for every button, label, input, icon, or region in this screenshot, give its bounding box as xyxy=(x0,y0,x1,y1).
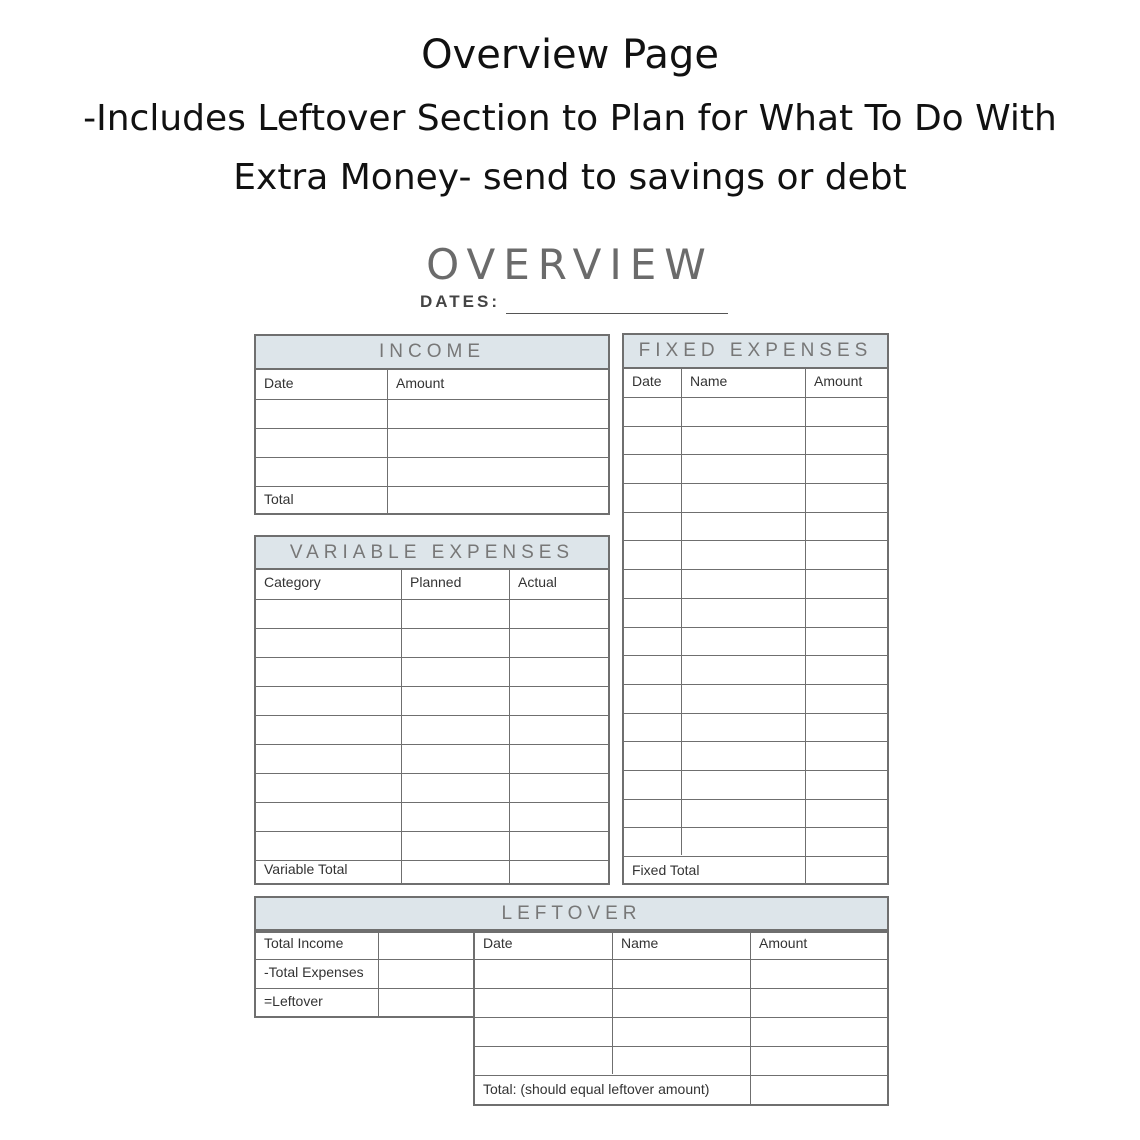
variable-row-divider xyxy=(256,744,608,745)
leftover-col-date: Date xyxy=(483,935,513,951)
fixed-row-divider xyxy=(624,856,887,857)
variable-column-divider xyxy=(401,570,402,883)
leftover-total-income-label: Total Income xyxy=(264,935,344,951)
fixed-column-divider xyxy=(681,369,682,855)
leftover-summary-table xyxy=(254,929,475,1018)
leftover-detail-divider xyxy=(475,988,887,989)
variable-row-divider xyxy=(256,773,608,774)
fixed-row-divider xyxy=(624,598,887,599)
fixed-row-divider xyxy=(624,397,887,398)
fixed-col-amount: Amount xyxy=(814,373,863,389)
leftover-summary-divider xyxy=(256,959,473,960)
leftover-total-expenses-label: -Total Expenses xyxy=(264,964,364,980)
fixed-row-divider xyxy=(624,483,887,484)
caption-line-3: Extra Money- send to savings or debt xyxy=(233,157,907,198)
leftover-summary-divider xyxy=(256,988,473,989)
income-row-divider xyxy=(256,457,608,458)
fixed-row-divider xyxy=(624,454,887,455)
variable-col-planned: Planned xyxy=(410,574,462,590)
income-row-divider xyxy=(256,399,608,400)
variable-col-actual: Actual xyxy=(518,574,557,590)
fixed-row-divider xyxy=(624,627,887,628)
leftover-col-name: Name xyxy=(621,935,659,951)
variable-column-divider xyxy=(509,570,510,883)
leftover-detail-table xyxy=(473,929,889,1106)
leftover-total-label: Total: (should equal leftover amount) xyxy=(483,1081,710,1097)
leftover-leftover-label: =Leftover xyxy=(264,993,323,1009)
fixed-row-divider xyxy=(624,512,887,513)
variable-row-divider xyxy=(256,715,608,716)
fixed-row-divider xyxy=(624,827,887,828)
variable-row-divider xyxy=(256,599,608,600)
fixed-column-divider xyxy=(805,369,806,883)
income-row-divider xyxy=(256,486,608,487)
leftover-detail-divider xyxy=(475,1017,887,1018)
fixed-row-divider xyxy=(624,426,887,427)
dates-input-line[interactable] xyxy=(506,313,728,314)
fixed-row-divider xyxy=(624,684,887,685)
variable-expenses-header: VARIABLE EXPENSES xyxy=(256,537,608,570)
fixed-row-divider xyxy=(624,713,887,714)
income-column-divider xyxy=(387,370,388,513)
fixed-row-divider xyxy=(624,741,887,742)
fixed-col-name: Name xyxy=(690,373,728,389)
leftover-detail-divider xyxy=(475,1046,887,1047)
leftover-detail-column-divider xyxy=(612,931,613,1074)
leftover-detail-divider xyxy=(475,1075,887,1076)
fixed-row-divider xyxy=(624,770,887,771)
sheet-title: OVERVIEW xyxy=(426,240,714,289)
variable-total-label: Variable Total xyxy=(264,861,348,877)
leftover-table xyxy=(254,896,889,931)
fixed-total-label: Fixed Total xyxy=(632,862,700,878)
variable-col-category: Category xyxy=(264,574,321,590)
leftover-col-amount: Amount xyxy=(759,935,808,951)
fixed-row-divider xyxy=(624,655,887,656)
income-table xyxy=(254,334,610,515)
caption-line-2: -Includes Leftover Section to Plan for What To Do With xyxy=(83,98,1057,139)
income-col-amount: Amount xyxy=(396,375,445,391)
income-row-divider xyxy=(256,428,608,429)
leftover-detail-column-divider xyxy=(750,931,751,1104)
variable-expenses-table xyxy=(254,535,610,885)
variable-row-divider xyxy=(256,657,608,658)
income-col-date: Date xyxy=(264,375,294,391)
variable-row-divider xyxy=(256,686,608,687)
fixed-expenses-table xyxy=(622,333,889,885)
variable-row-divider xyxy=(256,802,608,803)
dates-label: DATES: xyxy=(420,292,501,311)
fixed-expenses-header: FIXED EXPENSES xyxy=(624,335,887,369)
income-header: INCOME xyxy=(256,336,608,370)
fixed-row-divider xyxy=(624,540,887,541)
variable-row-divider xyxy=(256,628,608,629)
fixed-row-divider xyxy=(624,569,887,570)
fixed-col-date: Date xyxy=(632,373,662,389)
caption-title: Overview Page xyxy=(421,32,719,78)
leftover-detail-divider xyxy=(475,959,887,960)
income-total-label: Total xyxy=(264,491,294,507)
leftover-header: LEFTOVER xyxy=(256,898,887,933)
fixed-row-divider xyxy=(624,799,887,800)
variable-row-divider xyxy=(256,831,608,832)
leftover-summary-column-divider xyxy=(378,931,379,1016)
